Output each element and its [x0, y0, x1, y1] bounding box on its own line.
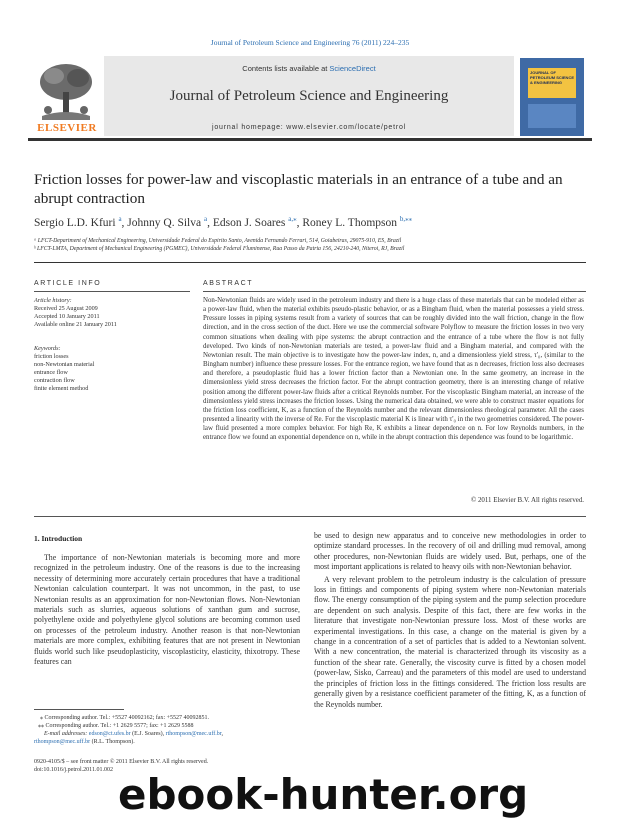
body-column-left	[34, 553, 300, 667]
author-affil-mark[interactable]: a	[203, 215, 208, 223]
body-paragraph: A very relevant problem to the petroleum industry is the calculation of pressure loss in fittings and components of piping system where non-Newtonian materials flow. The energy consumption of the piping system and the pump selection procedure are dependent on such analysis. Despite of this fact, there are few works in the literature that investigate non-Newtonian pressure loss. Most of these works are experimental investigations. In this case, a change on the material is given by a change in a concentration of a set of particles that is added to a Newtonian solvent. With a new concentration, the material is characterized through its viscosity as a function of the shear rate. Generally, the viscosity curve is fitted by a chosen model (power-law, Sisko, Carreau) and the parameters of this model are used to understand the principles of friction loss in the fittings considered. The friction loss results are generally given by a resistance coefficient parameter of the fitting, K, as a function of the Reynolds number.	[314, 574, 586, 709]
author-name: Sergio L.D. Kfuri	[34, 216, 116, 229]
body-column-right	[314, 531, 586, 710]
footnote: ⁎ Corresponding author. Tel.: +5527 40092162; fax: +5527 40092851.	[40, 715, 210, 721]
affiliations	[34, 237, 594, 253]
footnote-emails-cont	[34, 738, 300, 746]
abstract-copyright: © 2011 Elsevier B.V. All rights reserved.	[471, 497, 584, 504]
affiliation-a: ᵃ LFCT-Department of Mechanical Engineering, Universidade Federal do Espirito Santo, Avenida Fernando Ferrari, 514, Goiabeiras, 29075-910, ES, Brazil	[34, 238, 402, 244]
footnote-divider	[34, 709, 124, 710]
footnote-emails	[34, 730, 300, 738]
doi-line[interactable]: doi:10.1016/j.petrol.2011.01.002	[34, 767, 113, 773]
journal-homepage[interactable]: journal homepage: www.elsevier.com/locate/petrol	[211, 124, 407, 131]
author-affil-mark[interactable]: a,⁎	[288, 215, 297, 223]
keywords-block	[34, 345, 190, 393]
article-history	[34, 297, 190, 329]
watermark: ebook-hunter.org	[118, 770, 529, 819]
footnotes	[34, 714, 300, 746]
author-name: Johnny Q. Silva	[127, 216, 202, 229]
body-paragraph: The importance of non-Newtonian materials is becoming more and more recognized in the petroleum industry. One of the reasons is due to the increasing necessity of determining more accurately certain procedures that have a traditional Newtonian calculation counterpart. It was not uncommon, in the past, to use Newtonian results as an approximation for non-Newtonian flows. Non-Newtonian materials such as slurries, aqueous solutions of xanthan gum and sucrose, polyethylene oxide and polyethylene glycol solutions are becoming common used on processes of the petroleum industry. Another reason is that non-Newtonian materials are more complex, exhibiting features that are not present in Newtonian fluids world such like pseudoplasticity, viscoplasticity, elasticity, thixotropy. These features can	[34, 553, 300, 667]
divider	[203, 291, 586, 292]
author-affil-mark[interactable]: a	[118, 215, 122, 223]
email-link[interactable]: rthompson@mec.uff.br	[34, 739, 91, 745]
keywords-label: Keywords:	[34, 345, 61, 352]
history-online: Available online 21 January 2011	[34, 321, 117, 328]
issn-line: 0920-4105/$ – see front matter © 2011 Elsevier B.V. All rights reserved.	[34, 759, 209, 765]
keyword: entrance flow	[34, 369, 68, 376]
email-separator: ,	[221, 731, 223, 737]
article-title: Friction losses for power-law and viscoplastic materials in an entrance of a tube and an abrupt contraction	[34, 171, 563, 207]
email-owner: (E.J. Soares),	[130, 731, 166, 737]
email-link[interactable]: edson@ct.ufes.br	[88, 731, 131, 737]
publisher-name: ELSEVIER	[37, 122, 97, 134]
affiliation-b: ᵇ LFCT-LMTA, Department of Mechanical Engineering (PGMEC), Universidade Federal Fluminense, Rua Passo da Patria 156, 24210-240, Niteroi, RJ, Brazil	[34, 246, 405, 252]
cover-stripe	[528, 104, 576, 128]
author-list: Sergio L.D. Kfuri $^a$, Johnny Q. Silva $^a$, Edson J. Soares $^{a,⁎}$, Roney L. Thompson $^{b,⁎⁎}$	[34, 215, 413, 229]
contents-line	[104, 64, 514, 73]
email-label: E-mail addresses:	[44, 731, 89, 737]
journal-cover-image	[520, 58, 584, 136]
history-received: Received 25 August 2009	[34, 305, 98, 312]
author-name: Edson J. Soares	[212, 216, 286, 229]
body-paragraph: be used to design new apparatus and to conceive new methodologies in order to optimize standard processes. In the recovery of oil and drilling mud removal, among other procedures, non-Newtonian fluids are widely used. But, perhaps, one of the most important applications is related to heavy oils with non-Newtonian behavior.	[314, 531, 586, 572]
email-owner: (R.L. Thompson).	[90, 739, 135, 745]
author-affil-mark[interactable]: b,⁎⁎	[399, 215, 413, 223]
history-label: Article history:	[34, 297, 72, 304]
contents-prefix: Contents lists available at	[242, 64, 330, 73]
keyword: non-Newtonian material	[34, 361, 95, 368]
divider	[34, 516, 586, 517]
article-info-heading: ARTICLE INFO	[34, 280, 102, 287]
journal-reference[interactable]: Journal of Petroleum Science and Engineering 76 (2011) 224–235	[210, 38, 410, 47]
history-accepted: Accepted 10 January 2011	[34, 313, 100, 320]
section-heading: 1. Introduction	[34, 534, 83, 543]
divider	[34, 262, 586, 263]
keyword: contraction flow	[34, 377, 75, 384]
abstract-body: Non-Newtonian fluids are widely used in the petroleum industry and there is a huge class of these materials that can be modeled either as a power-law fluid, when the material exhibits pseudo-plastic behavior, or as a Bingham fluid, when the material possesses a yield stress. Pressure losses in piping systems result from a variety of sources that can be roughly divided into the wall friction, change in the flow direction, and in the cross section of the duct. Here we use the commercial software Polyflow to measure the friction losses in two very common situations when dealing with pipe systems: the abrupt contraction and the entrance of a tube where the flow is not fully developed. Two kinds of non-Newtonian materials are tested, a power-law fluid and a Bingham material, and compared with the Newtonian result. The main objective is to investigate how the power-law index, n, and a dimensionless yield stress, τ'₀, (similar to the Bingham number) influence these pressure losses. For the entrance region, we have found that as n decreases, friction loss also decreases and therefore, a pseudoplastic fluid has a lower friction factor than a Newtonian one. In the same geometry, an increase in the dimensionless yield stress decreases the friction factor. For the abrupt contraction geometry, there is an interesting change of relative position among the different power-law fluids after a critical Reynolds number. For the viscoplastic Bingham material, an increase of the dimensionless yield stress increases the friction losses. Using the numerical data obtained, we were able to construct master equations for the friction loss coefficient, K, as a function of the Reynolds number and the relevant dimensionless rheological parameter. All the cases presented a linearity with the inverse of Re. For the viscoplastic material K is linear with τ'₀ in the two geometries considered. The power-law fluid presented a more complex behavior. For high Re, K exhibits a linear dependence on n. For low Reynolds numbers, in the entrance flow we found an exponential dependence on n, while in the abrupt contraction this dependence was found to be logarithmic.	[203, 297, 584, 442]
author-name: Roney L. Thompson	[302, 216, 397, 229]
sciencedirect-link[interactable]: ScienceDirect	[329, 64, 376, 73]
journal-title: Journal of Petroleum Science and Engineering	[169, 88, 449, 104]
abstract-heading: ABSTRACT	[203, 280, 254, 287]
keyword: friction losses	[34, 353, 69, 360]
cover-text: JOURNAL OF PETROLEUM SCIENCE & ENGINEERING	[530, 70, 575, 85]
email-link[interactable]: rthompson@mec.uff.br	[165, 731, 222, 737]
footnote: ⁎⁎ Corresponding author. Tel.: +1 2629 5577; fax: +1 2629 5588	[38, 723, 194, 729]
divider	[34, 291, 190, 292]
keyword: finite element method	[34, 385, 89, 392]
